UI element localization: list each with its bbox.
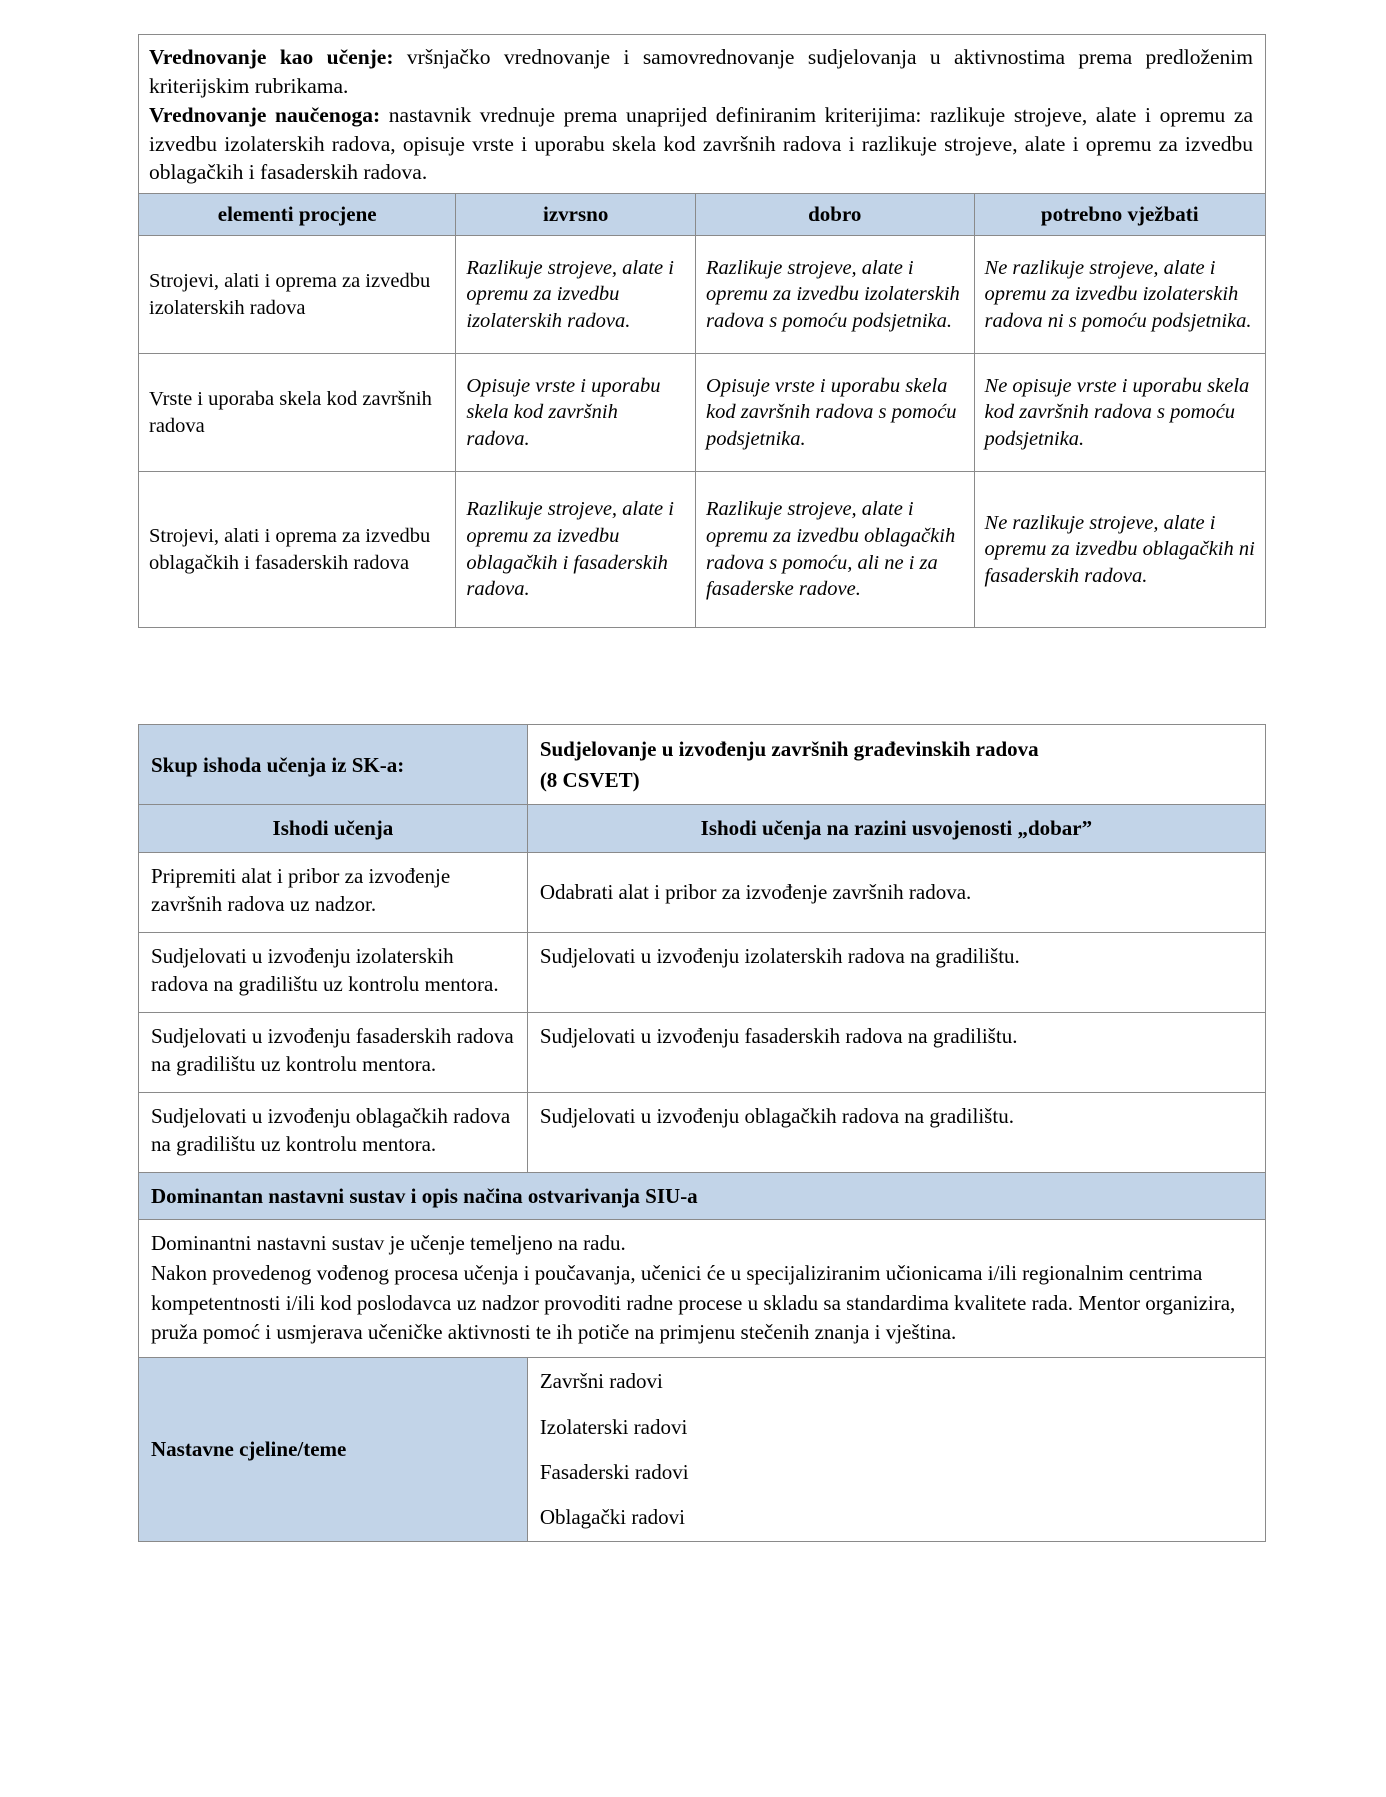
outcome-left: Sudjelovati u izvođenju fasaderskih radova na gradilištu uz kontrolu mentora.: [139, 1012, 528, 1092]
rubric-level-excellent: Opisuje vrste i uporabu skela kod završnih radova.: [456, 354, 696, 472]
rubric-level-good: Razlikuje strojeve, alate i opremu za izvedbu izolaterskih radova s pomoću podsjetnika.: [696, 236, 975, 354]
teaching-themes-label: Nastavne cjeline/teme: [139, 1358, 528, 1541]
table-row: [139, 932, 1266, 1012]
rubric-header-row: [139, 193, 1266, 235]
table-row: [139, 852, 1266, 932]
rubric-level-excellent: Razlikuje strojeve, alate i opremu za izvedbu izolaterskih radova.: [456, 236, 696, 354]
outcome-left: Sudjelovati u izvođenju oblagačkih radova na gradilištu uz kontrolu mentora.: [139, 1092, 528, 1172]
section-spacer: [138, 628, 1266, 724]
outcome-col-header-left: Ishodi učenja: [139, 805, 528, 852]
table-row: [139, 1012, 1266, 1092]
outcome-right: Sudjelovati u izvođenju fasaderskih radova na gradilištu.: [527, 1012, 1265, 1092]
rubric-level-excellent: Razlikuje strojeve, alate i opremu za izvedbu oblagačkih i fasaderskih radova.: [456, 472, 696, 628]
rubric-level-needs-practice: Ne razlikuje strojeve, alate i opremu za izvedbu izolaterskih radova ni s pomoću podsjetnika.: [974, 236, 1265, 354]
rubric-level-needs-practice: Ne razlikuje strojeve, alate i opremu za izvedbu oblagačkih ni fasaderskih radova.: [974, 472, 1265, 628]
teaching-system-description-row: [139, 1219, 1266, 1357]
outcome-left: Pripremiti alat i pribor za izvođenje završnih radova uz nadzor.: [139, 852, 528, 932]
assessment-of-learning-paragraph: [149, 101, 1253, 187]
rubric-level-good: Razlikuje strojeve, alate i opremu za izvedbu oblagačkih radova s pomoću, ali ne i za fasaderske radove.: [696, 472, 975, 628]
assessment-of-learning-label: Vrednovanje naučenoga:: [149, 103, 381, 128]
outcome-left: Sudjelovati u izvođenju izolaterskih radova na gradilištu uz kontrolu mentora.: [139, 932, 528, 1012]
outcome-set-label: Skup ishoda učenja iz SK-a:: [139, 725, 528, 805]
teaching-themes-list: [527, 1358, 1265, 1541]
list-item: Završni radovi: [539, 1369, 663, 1394]
outcome-right: Odabrati alat i pribor za izvođenje završnih radova.: [527, 852, 1265, 932]
table-row: [139, 1092, 1266, 1172]
assessment-rubric-table: [138, 193, 1266, 628]
table-row: [139, 354, 1266, 472]
list-item: Izolaterski radovi: [539, 1414, 688, 1439]
outcome-set-title: Sudjelovanje u izvođenju završnih građevinskih radova: [539, 737, 1039, 762]
outcome-right: Sudjelovati u izvođenju oblagačkih radova na gradilištu.: [527, 1092, 1265, 1172]
assessment-as-learning-label: Vrednovanje kao učenje:: [149, 45, 394, 69]
assessment-of-learning-text: nastavnik vrednuje prema unaprijed definiranim kriterijima: razlikuje strojeve, alate i opremu za izvedbu izolaterskih radova, opisuje vrste i uporabu skela kod završnih radova i razlikuje strojeve, alate i opremu za izvedbu oblagačkih i fasaderskih radova.: [149, 103, 1253, 185]
outcome-header-row: [139, 805, 1266, 852]
outcome-col-header-right: Ishodi učenja na razini usvojenosti „dobar”: [527, 805, 1265, 852]
assessment-intro-block: [138, 34, 1266, 193]
assessment-as-learning-paragraph: [149, 43, 1253, 100]
teaching-themes-row: [139, 1358, 1266, 1541]
rubric-header-good: dobro: [696, 193, 975, 235]
table-row: [139, 472, 1266, 628]
list-item: Oblagački radovi: [539, 1505, 686, 1530]
teaching-system-line-2: Nakon provedenog vođenog procesa učenja i poučavanja, učenici će u specijaliziranim učionicama i/ili regionalnim centrima kompetentnosti i/ili kod poslodavca uz nadzor provoditi radne procese u skladu sa standardima kvalitete rada. Mentor organizira, pruža pomoć i usmjerava učeničke aktivnosti te ih potiče na primjenu stečenih znanja i vještina.: [151, 1260, 1236, 1345]
teaching-system-band: Dominantan nastavni sustav i opis načina ostvarivanja SIU-a: [139, 1172, 1266, 1219]
teaching-system-description: [139, 1219, 1266, 1357]
rubric-header-excellent: izvrsno: [456, 193, 696, 235]
teaching-system-band-row: [139, 1172, 1266, 1219]
rubric-criterion: Strojevi, alati i oprema za izvedbu oblagačkih i fasaderskih radova: [139, 472, 456, 628]
teaching-system-line-1: Dominantni nastavni sustav je učenje temeljeno na radu.: [151, 1230, 626, 1255]
list-item: Fasaderski radovi: [539, 1459, 689, 1484]
outcome-set-credits: (8 CSVET): [539, 767, 640, 792]
table-row: [139, 236, 1266, 354]
rubric-level-good: Opisuje vrste i uporabu skela kod završnih radova s pomoću podsjetnika.: [696, 354, 975, 472]
assessment-as-learning-text: vršnjačko vrednovanje i samovrednovanje sudjelovanja u aktivnostima prema predloženim kriterijskim rubrikama.: [149, 45, 1253, 98]
rubric-header-criteria: elementi procjene: [139, 193, 456, 235]
rubric-criterion: Vrste i uporaba skela kod završnih radova: [139, 354, 456, 472]
rubric-level-needs-practice: Ne opisuje vrste i uporabu skela kod završnih radova s pomoću podsjetnika.: [974, 354, 1265, 472]
outcome-set-title-cell: [527, 725, 1265, 805]
learning-outcomes-table: [138, 724, 1266, 1541]
rubric-header-needs-practice: potrebno vježbati: [974, 193, 1265, 235]
rubric-criterion: Strojevi, alati i oprema za izvedbu izolaterskih radova: [139, 236, 456, 354]
outcome-set-row: [139, 725, 1266, 805]
outcome-right: Sudjelovati u izvođenju izolaterskih radova na gradilištu.: [527, 932, 1265, 1012]
